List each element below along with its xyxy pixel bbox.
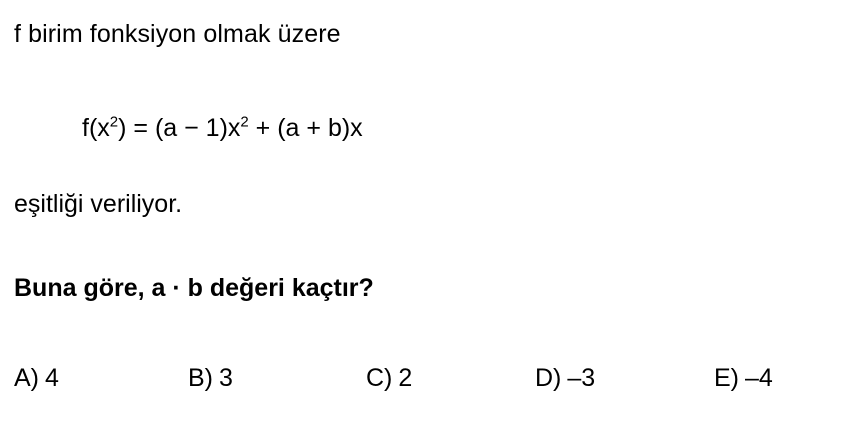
given-text: eşitliği veriliyor. <box>14 190 183 218</box>
choice-label-e: E) <box>714 364 739 392</box>
choice-list <box>14 362 847 396</box>
equation-lhs-function: f(x <box>82 114 110 142</box>
equation-display <box>82 112 363 144</box>
equation-lhs-exponent: 2 <box>109 113 119 131</box>
intro-text: f birim fonksiyon olmak üzere <box>14 20 341 48</box>
choice-value-a: 4 <box>45 364 59 392</box>
question-prompt: Buna göre, a · b değeri kaçtır? <box>14 274 374 302</box>
choice-label-d: D) <box>535 364 562 392</box>
choice-option-b[interactable] <box>188 362 233 394</box>
choice-label-b: B) <box>188 364 213 392</box>
choice-option-a[interactable] <box>14 362 59 394</box>
choice-value-d: –3 <box>567 364 596 392</box>
choice-value-c: 2 <box>398 364 413 392</box>
equation-rhs-exponent: 2 <box>240 113 249 131</box>
equation-lhs-close: ) = (a − 1)x <box>118 114 241 142</box>
choice-option-e[interactable] <box>714 362 773 394</box>
choice-option-c[interactable] <box>366 362 412 394</box>
choice-label-a: A) <box>14 364 39 392</box>
equation-rhs-rest: + (a + b)x <box>248 114 363 142</box>
choice-label-c: C) <box>366 364 393 392</box>
choice-option-d[interactable] <box>535 362 595 394</box>
choice-value-b: 3 <box>219 364 233 392</box>
choice-value-e: –4 <box>745 364 773 392</box>
